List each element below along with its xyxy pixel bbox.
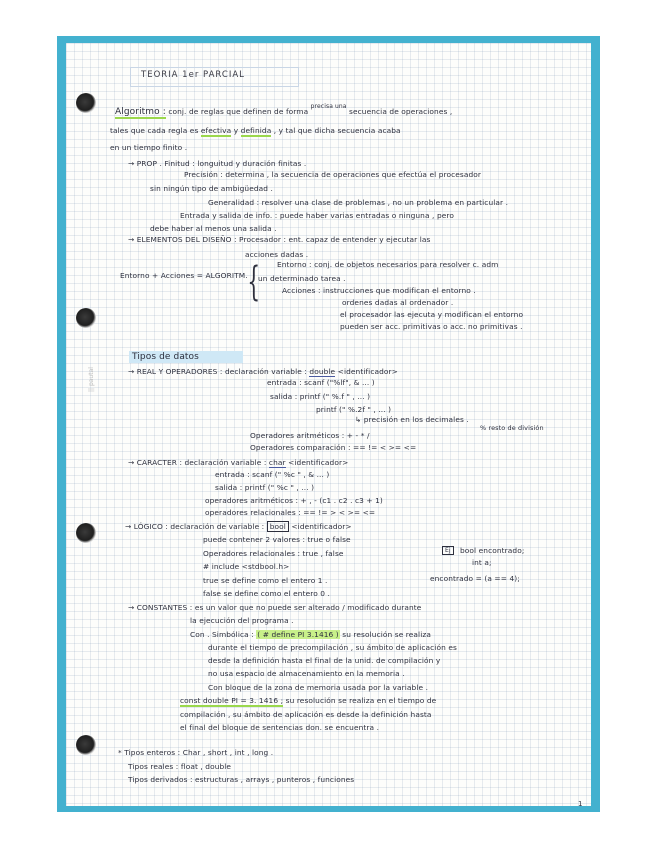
- punch-hole: [76, 93, 96, 113]
- constantes-line: compilación , su ámbito de aplicación es desde la definición hasta: [180, 710, 432, 719]
- real-line: [128, 367, 398, 376]
- algoritmo-text: tales que cada regla es: [110, 126, 199, 135]
- prop-line: Generalidad : resolver una clase de problemas , no un problema en particular .: [208, 198, 509, 207]
- elementos-line: acciones dadas .: [245, 250, 309, 259]
- algoritmo-text: y: [233, 126, 239, 135]
- tipos-heading: Tipos de datos: [132, 352, 199, 362]
- real-line: Operadores aritméticos : + - * /: [250, 431, 370, 440]
- constantes-text: su resolución se realiza en el tiempo de: [285, 696, 437, 705]
- prop-line: Entrada y salida de info. : puede haber varias entradas o ninguna , pero: [180, 211, 454, 220]
- algoritmo-def-a: conj. de reglas que definen de forma: [168, 107, 309, 116]
- real-line: ↳ precisión en los decimales .: [355, 415, 469, 424]
- keyword-char: char: [268, 458, 286, 467]
- example-icon: Ej: [442, 546, 454, 555]
- caracter-line: [128, 458, 348, 467]
- real-declaracion: → REAL Y OPERADORES : declaración variable :: [128, 367, 307, 376]
- constantes-line: la ejecución del programa .: [190, 616, 294, 625]
- constantes-line: [180, 696, 436, 705]
- constantes-text: su resolución se realiza: [342, 630, 431, 639]
- elementos-line: el procesador las ejecuta y modifican el entorno: [340, 310, 524, 319]
- elementos-formula: Entorno + Acciones = ALGORITM.: [120, 271, 248, 280]
- elementos-line: ordenes dadas al ordenador .: [342, 298, 454, 307]
- const-double-pi: const double PI = 3. 1416 ;: [180, 696, 284, 705]
- logico-line: puede contener 2 valores : true o false: [203, 535, 351, 544]
- constantes-line: [190, 630, 431, 639]
- logico-line: # include <stdbool.h>: [203, 562, 290, 571]
- algoritmo-def-b: secuencia de operaciones ,: [349, 107, 453, 116]
- punch-hole: [76, 308, 96, 328]
- constantes-line: durante el tiempo de precompilación , su ámbito de aplicación es: [208, 643, 457, 652]
- elementos-line: Acciones : instrucciones que modifican el entorno .: [282, 286, 476, 295]
- tipos-derivados: Tipos derivados : estructuras , arrays , punteros , funciones: [128, 775, 355, 784]
- logico-example: encontrado = (a == 4);: [430, 574, 520, 583]
- prop-line: → PROP . Finitud : longuitud y duración finitas .: [128, 159, 307, 168]
- logico-line: [125, 522, 352, 531]
- logico-example: int a;: [472, 558, 492, 567]
- caracter-line: operadores relacionales : == != > < >= <=: [205, 508, 376, 517]
- real-line: Operadores comparación : == != < >= <=: [250, 443, 417, 452]
- logico-identificador: <identificador>: [291, 522, 352, 531]
- algoritmo-line-2: [110, 126, 401, 135]
- constantes-simbolica: Con . Simbólica :: [190, 630, 254, 639]
- punch-hole: [76, 735, 96, 755]
- constantes-line: el final del bloque de sentencias don. se encuentra .: [180, 723, 380, 732]
- algoritmo-text: , y tal que dicha secuencia acaba: [273, 126, 401, 135]
- algoritmo-line-3: en un tiempo finito .: [110, 143, 188, 152]
- caracter-line: salida : printf (" %c " , ... ): [215, 483, 315, 492]
- prop-line: Precisión : determina , la secuencia de operaciones que efectúa el procesador: [184, 170, 482, 179]
- logico-example: bool encontrado;: [460, 546, 525, 555]
- paper-brand-mark: || pautal: [88, 367, 95, 392]
- punch-hole: [76, 523, 96, 543]
- keyword-definida: definida: [240, 126, 272, 135]
- algoritmo-heading: Algoritmo :: [115, 107, 166, 117]
- keyword-double: double: [309, 367, 336, 376]
- prop-line: sin ningún tipo de ambigüedad .: [150, 184, 273, 193]
- caracter-identificador: <identificador>: [288, 458, 349, 467]
- define-pi-highlight: ( # define PI 3.1416 ): [257, 630, 339, 639]
- algoritmo-line-1: [115, 103, 453, 117]
- elementos-line: pueden ser acc. primitivas o acc. no primitivas .: [340, 322, 523, 331]
- real-line: printf (" %.2f " , ... ): [316, 405, 392, 414]
- keyword-bool: bool: [267, 521, 289, 532]
- constantes-line: no usa espacio de almacenamiento en la memoria .: [208, 669, 405, 678]
- keyword-efectiva: efectiva: [200, 126, 232, 135]
- logico-line: Operadores relacionales : true , false: [203, 549, 344, 558]
- algoritmo-def-insert: precisa una: [310, 103, 347, 110]
- page-number: 1: [578, 800, 583, 808]
- real-note: % resto de división: [480, 424, 544, 432]
- curly-brace-icon: {: [247, 259, 261, 305]
- elementos-line: → ELEMENTOS DEL DISEÑO : Procesador : ent. capaz de entender y ejecutar las: [128, 235, 431, 244]
- logico-line: true se define como el entero 1 .: [203, 576, 328, 585]
- constantes-line: Con bloque de la zona de memoria usada por la variable .: [208, 683, 429, 692]
- logico-declaracion: → LÓGICO : declaración de variable :: [125, 522, 265, 531]
- tipos-reales: Tipos reales : float , double: [128, 762, 232, 771]
- logico-line: false se define como el entero 0 .: [203, 589, 330, 598]
- real-identificador: <identificador>: [337, 367, 398, 376]
- real-line: entrada : scanf ("%lf", & ... ): [267, 378, 375, 387]
- constantes-line: desde la definición hasta el final de la unid. de compilación y: [208, 656, 441, 665]
- page-title: TEORIA 1er PARCIAL: [141, 70, 245, 80]
- caracter-line: entrada : scanf (" %c " , & ... ): [215, 470, 330, 479]
- real-line: salida : printf (" %.f " , ... ): [270, 392, 371, 401]
- caracter-declaracion: → CARACTER : declaración variable :: [128, 458, 267, 467]
- caracter-line: operadores aritméticos : + , - (c1 . c2 . c3 + 1): [205, 496, 383, 505]
- tipos-enteros: * Tipos enteros : Char , short , int , long .: [118, 748, 274, 757]
- elementos-line: Entorno : conj. de objetos necesarios para resolver c. adm: [277, 260, 499, 269]
- elementos-line: un determinado tarea .: [258, 274, 346, 283]
- prop-line: debe haber al menos una salida .: [150, 224, 277, 233]
- constantes-line: → CONSTANTES : es un valor que no puede ser alterado / modificado durante: [128, 603, 422, 612]
